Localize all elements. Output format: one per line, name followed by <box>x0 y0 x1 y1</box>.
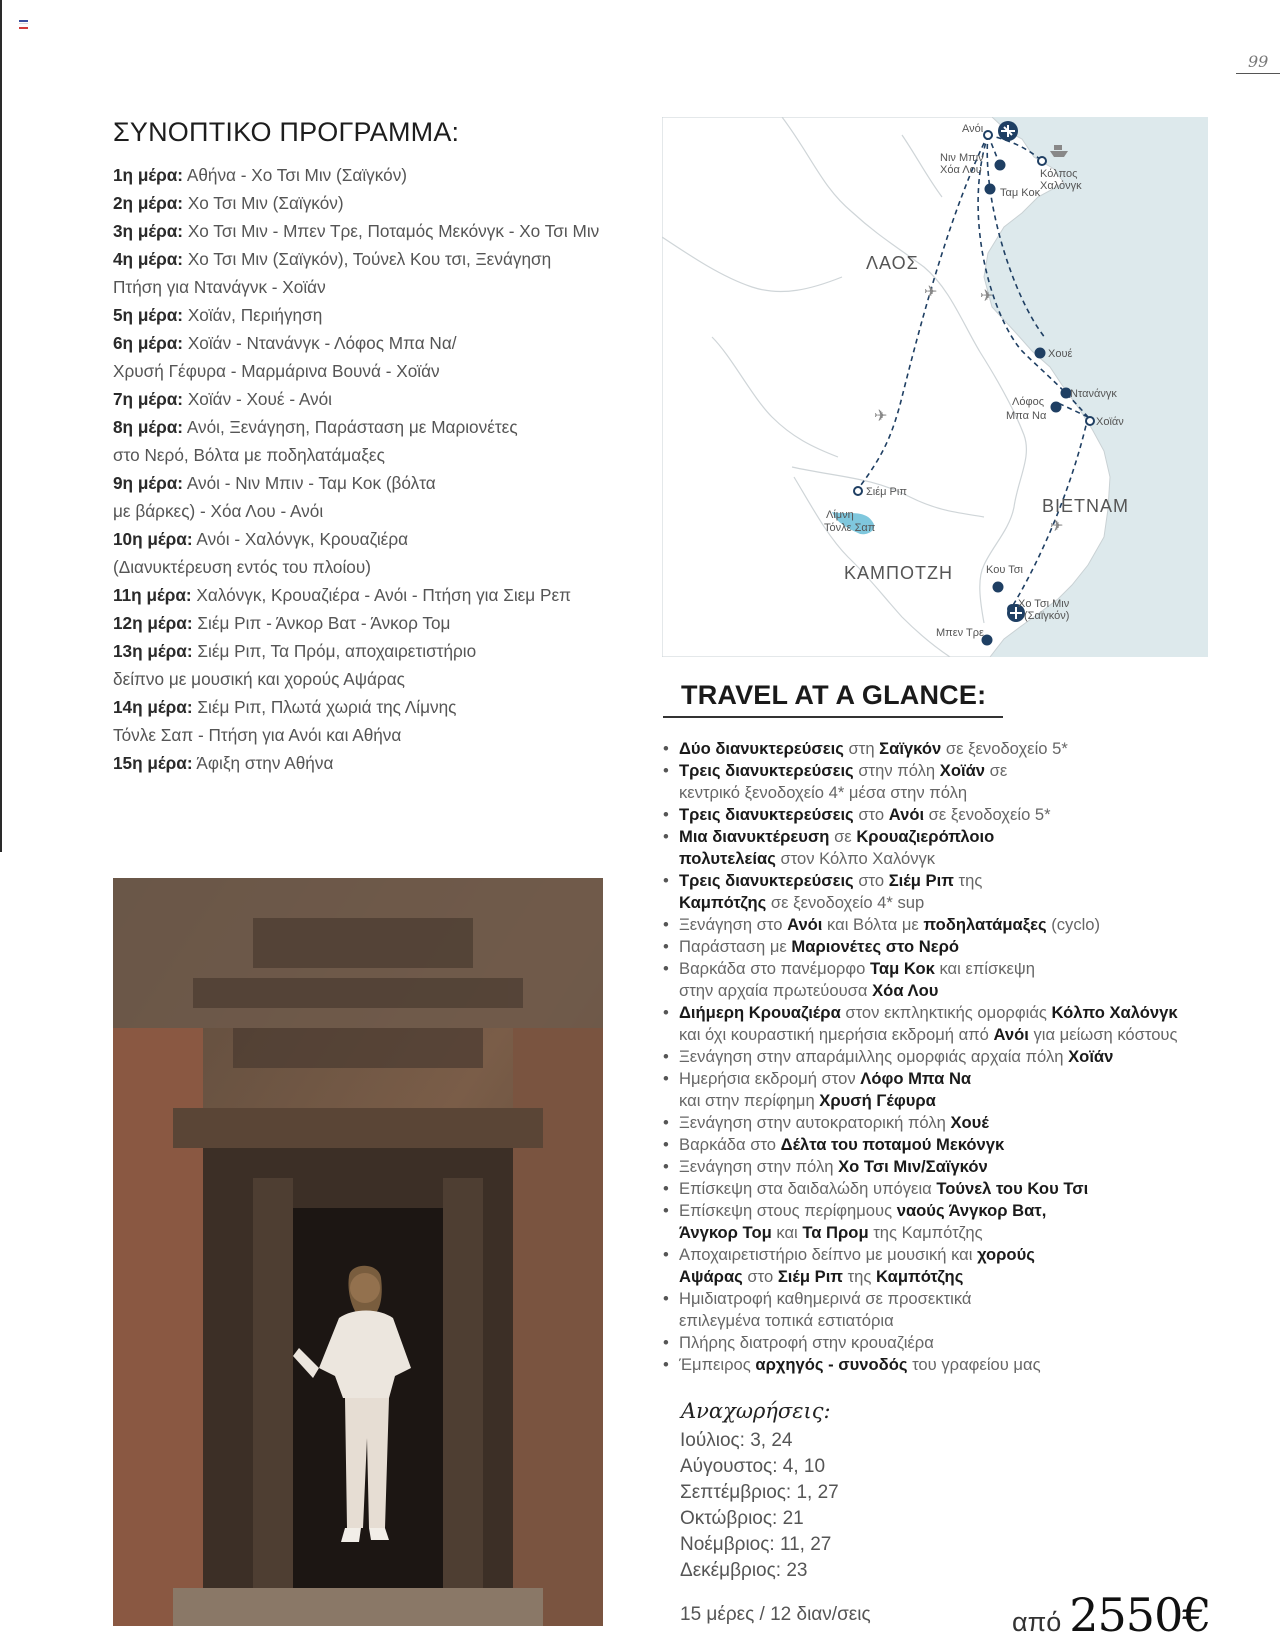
map-place-label: Χουέ <box>1048 348 1073 360</box>
program-day-line <box>113 441 633 469</box>
program-day-text: Σιέμ Ριπ, Πλωτά χωριά της Λίμνης <box>197 697 457 717</box>
highlight-line <box>679 804 1223 826</box>
program-day-line <box>113 273 633 301</box>
highlight-text: και στην περίφημη <box>679 1091 820 1110</box>
highlight-text: στη <box>843 739 880 758</box>
map-place-label: Λόφος <box>1012 396 1045 408</box>
svg-text:✈: ✈ <box>924 282 938 301</box>
highlight-line <box>679 1112 1223 1134</box>
highlight-line <box>679 1178 1223 1200</box>
program-day-line <box>113 357 633 385</box>
program-day-label: 12η μέρα: <box>113 613 193 633</box>
program-day-label: 13η μέρα: <box>113 641 193 661</box>
highlight-emphasis: ναούς Άνγκορ Βατ, <box>896 1201 1047 1220</box>
map-place-label: Νιν Μπιν <box>940 152 984 164</box>
program-day-list <box>113 161 633 777</box>
highlight-line <box>679 1332 1223 1354</box>
program-day-text: Χο Τσι Μιν (Σαϊγκόν), Τούνελ Κου τσι, Ξενάγηση <box>187 249 552 269</box>
highlight-emphasis: Ανόι <box>888 805 925 824</box>
program-day-label: 3η μέρα: <box>113 221 184 241</box>
highlight-line <box>679 738 1223 760</box>
highlight-emphasis: Δέλτα του ποταμού Μεκόνγκ <box>780 1135 1005 1154</box>
highlight-text: Ημερήσια εκδρομή στον <box>679 1069 861 1088</box>
highlight-item <box>663 936 1223 958</box>
bullet-icon: • <box>663 1003 669 1022</box>
highlight-emphasis: Άνγκορ Τομ <box>679 1223 772 1242</box>
highlight-emphasis: Τούνελ του Κου Τσι <box>936 1179 1089 1198</box>
bullet-icon: • <box>663 761 669 780</box>
highlight-line <box>679 936 1223 958</box>
svg-text:✈: ✈ <box>1050 516 1064 535</box>
highlight-item <box>663 1068 1223 1112</box>
program-day-line <box>113 329 633 357</box>
highlight-text: της Καμπότζης <box>868 1223 983 1242</box>
highlight-emphasis: Σαϊγκόν <box>879 739 942 758</box>
map-place-label: Χοϊάν <box>1096 416 1124 428</box>
map-place-label: Κόλπος <box>1040 168 1078 180</box>
program-day-label: 10η μέρα: <box>113 529 193 549</box>
map-country-label: ΚΑΜΠΟΤΖΗ <box>844 563 953 583</box>
program-day-line <box>113 189 633 217</box>
highlight-emphasis: Καμπότζης <box>876 1267 964 1286</box>
highlight-line <box>679 980 1223 1002</box>
program-day-text: Χρυσή Γέφυρα - Μαρμάρινα Βουνά - Χοϊάν <box>113 361 440 381</box>
bullet-icon: • <box>663 1333 669 1352</box>
highlight-text: Βαρκάδα στο πανέμορφο <box>679 959 870 978</box>
highlight-emphasis: Αψάρας <box>679 1267 743 1286</box>
highlight-emphasis: χορούς <box>977 1245 1035 1264</box>
departure-item: Σεπτέμβριος: 1, 27 <box>680 1482 839 1503</box>
program-day-label: 8η μέρα: <box>113 417 184 437</box>
program-day-text: Χοϊάν - Ντανάνγκ - Λόφος Μπα Να/ <box>187 333 457 353</box>
highlight-item <box>663 1156 1223 1178</box>
highlight-item <box>663 1288 1223 1332</box>
highlight-emphasis: Ανόι <box>787 915 823 934</box>
highlight-emphasis: Καμπότζης <box>679 893 767 912</box>
highlight-text: στο <box>853 871 889 890</box>
svg-text:✈: ✈ <box>980 286 994 305</box>
departure-item: Αύγουστος: 4, 10 <box>680 1456 826 1477</box>
program-day-line <box>113 245 633 273</box>
highlight-emphasis: Διήμερη Κρουαζιέρα <box>679 1003 841 1022</box>
program-day-text: με βάρκες) - Χόα Λου - Ανόι <box>113 501 324 521</box>
highlight-item <box>663 760 1223 804</box>
program-day-text: Σιέμ Ριπ - Άνκορ Βατ - Άνκορ Τομ <box>197 613 451 633</box>
highlight-item <box>663 1244 1223 1288</box>
highlight-line <box>679 1244 1223 1266</box>
highlight-item <box>663 1002 1223 1046</box>
highlight-line <box>679 1002 1223 1024</box>
program-day-line <box>113 413 633 441</box>
program-day-text: (Διανυκτέρευση εντός του πλοίου) <box>113 557 371 577</box>
highlight-text: και επίσκεψη <box>934 959 1035 978</box>
highlight-text: στον εκπληκτικής ομορφιάς <box>840 1003 1052 1022</box>
highlight-emphasis: Χο Τσι Μιν/Σαϊγκόν <box>838 1157 988 1176</box>
highlight-emphasis: πολυτελείας <box>679 849 776 868</box>
highlight-text: και όχι κουραστική ημερήσια εκδρομή από <box>679 1025 994 1044</box>
program-day-label: 6η μέρα: <box>113 333 184 353</box>
program-day-label: 7η μέρα: <box>113 389 184 409</box>
route-map <box>662 117 1208 657</box>
program-day-line <box>113 301 633 329</box>
highlight-line <box>679 1310 1223 1332</box>
program-day-text: Αθήνα - Χο Τσι Μιν (Σαϊγκόν) <box>186 165 408 185</box>
highlight-emphasis: Ανόι <box>993 1025 1029 1044</box>
highlight-item <box>663 1046 1223 1068</box>
program-day-line <box>113 749 633 777</box>
highlight-emphasis: Τα Προμ <box>802 1223 869 1242</box>
highlight-text: (cyclo) <box>1046 915 1101 934</box>
departure-item: Ιούλιος: 3, 24 <box>680 1430 793 1451</box>
trip-duration: 15 μέρες / 12 διαν/σεις <box>680 1604 871 1625</box>
map-place-label: Ντανάνγκ <box>1070 388 1117 400</box>
program-title: ΣΥΝΟΠΤΙΚΟ ΠΡΟΓΡΑΜΜΑ: <box>113 117 460 147</box>
highlight-item <box>663 1200 1223 1244</box>
highlight-text: Πλήρης διατροφή στην κρουαζιέρα <box>679 1333 934 1352</box>
bullet-icon: • <box>663 1355 669 1374</box>
highlight-item <box>663 804 1223 826</box>
program-day-text: Ανόι, Ξενάγηση, Παράσταση με Μαριονέτες <box>186 417 518 437</box>
highlight-text: Αποχαιρετιστήριο δείπνο με μουσική και <box>679 1245 978 1264</box>
highlight-emphasis: Τρεις διανυκτερεύσεις <box>679 761 854 780</box>
left-edge-rule <box>0 0 2 852</box>
travel-at-a-glance-title: TRAVEL AT A GLANCE: <box>681 680 987 710</box>
page-number-rule <box>1236 73 1280 74</box>
temple-photo <box>113 878 603 1626</box>
highlight-text: σε ξενοδοχείο 4* sup <box>766 893 925 912</box>
program-day-line <box>113 161 633 189</box>
bullet-icon: • <box>663 915 669 934</box>
highlight-emphasis: Χοϊάν <box>1068 1047 1114 1066</box>
highlight-item <box>663 826 1223 870</box>
highlights-list <box>663 738 1223 1376</box>
program-day-label: 4η μέρα: <box>113 249 184 269</box>
highlight-line <box>679 1354 1223 1376</box>
highlight-line <box>679 892 1223 914</box>
map-place-label: Κου Τσι <box>986 564 1023 576</box>
highlight-emphasis: Λόφο Μπα Να <box>860 1069 972 1088</box>
highlight-line <box>679 760 1223 782</box>
program-day-line <box>113 217 633 245</box>
highlight-line <box>679 826 1223 848</box>
program-day-label: 2η μέρα: <box>113 193 184 213</box>
bullet-icon: • <box>663 1069 669 1088</box>
program-day-text: Ανόι - Χαλόνγκ, Κρουαζιέρα <box>196 529 409 549</box>
highlight-text: Ξενάγηση στο <box>679 915 788 934</box>
program-day-text: στο Νερό, Βόλτα με ποδηλατάμαξες <box>113 445 385 465</box>
program-day-label: 1η μέρα: <box>113 165 184 185</box>
price-value: 2550€ <box>1069 1588 1211 1642</box>
bullet-icon: • <box>663 1201 669 1220</box>
bullet-icon: • <box>663 1289 669 1308</box>
highlight-text: για μείωση κόστους <box>1028 1025 1178 1044</box>
map-country-label: ΒΙΕΤΝΑΜ <box>1042 496 1130 516</box>
departure-item: Δεκέμβριος: 23 <box>680 1560 808 1581</box>
highlight-text: Ξενάγηση στην πόλη <box>679 1157 839 1176</box>
program-day-text: Πτήση για Ντανάγνκ - Χοϊάν <box>113 277 326 297</box>
program-day-line <box>113 553 633 581</box>
program-day-text: δείπνο με μουσική και χορούς Αψάρας <box>113 669 405 689</box>
departure-item: Νοέμβριος: 11, 27 <box>680 1534 832 1555</box>
highlight-text: της <box>843 1267 877 1286</box>
map-place-label: Ανόι <box>962 123 984 135</box>
highlight-text: και Βόλτα με <box>822 915 924 934</box>
map-place-label: Λίμνη <box>826 509 854 521</box>
bullet-icon: • <box>663 1113 669 1132</box>
highlight-text: επιλεγμένα τοπικά εστιατόρια <box>679 1311 894 1330</box>
highlight-line <box>679 1068 1223 1090</box>
map-place-label: Χόα Λου <box>940 164 982 176</box>
highlight-line <box>679 870 1223 892</box>
highlight-text: σε ξενοδοχείο 5* <box>924 805 1051 824</box>
program-day-line <box>113 385 633 413</box>
program-day-line <box>113 637 633 665</box>
highlight-text: σε ξενοδοχείο 5* <box>941 739 1068 758</box>
bullet-icon: • <box>663 1135 669 1154</box>
map-place-label: Μπεν Τρε <box>936 627 984 639</box>
highlight-item <box>663 870 1223 914</box>
program-day-text: Τόνλε Σαπ - Πτήση για Ανόι και Αθήνα <box>113 725 402 745</box>
highlight-emphasis: Κρουαζιερόπλοιο <box>856 827 995 846</box>
bullet-icon: • <box>663 1047 669 1066</box>
program-day-line <box>113 469 633 497</box>
highlight-text: και <box>771 1223 803 1242</box>
map-place-label: (Σαϊγκόν) <box>1024 610 1070 622</box>
program-day-text: Χο Τσι Μιν - Μπεν Τρε, Ποταμός Μεκόνγκ - Χο Τσι Μιν <box>187 221 600 241</box>
map-place-label: Χο Τσι Μιν <box>1018 598 1070 610</box>
highlight-item <box>663 1354 1223 1376</box>
bullet-icon: • <box>663 1245 669 1264</box>
highlight-emphasis: Χόα Λου <box>872 981 939 1000</box>
highlight-text: Επίσκεψη στα δαιδαλώδη υπόγεια <box>679 1179 937 1198</box>
highlight-line <box>679 1222 1223 1244</box>
bullet-icon: • <box>663 805 669 824</box>
highlight-text: Παράσταση με <box>679 937 792 956</box>
highlight-item <box>663 738 1223 760</box>
program-day-line <box>113 525 633 553</box>
highlight-emphasis: Μαριονέτες στο Νερό <box>791 937 959 956</box>
highlight-line <box>679 1200 1223 1222</box>
highlight-text: στην αρχαία πρωτεύουσα <box>679 981 873 1000</box>
highlight-text: Ξενάγηση στην απαράμιλλης ομορφιάς αρχαία πόλη <box>679 1047 1069 1066</box>
highlight-emphasis: Χρυσή Γέφυρα <box>819 1091 936 1110</box>
program-day-line <box>113 609 633 637</box>
highlight-line <box>679 848 1223 870</box>
bullet-icon: • <box>663 959 669 978</box>
bullet-icon: • <box>663 1157 669 1176</box>
program-day-text: Ανόι - Νιν Μπιν - Ταμ Κοκ (βόλτα <box>186 473 436 493</box>
program-day-label: 14η μέρα: <box>113 697 193 717</box>
highlight-text: Ημιδιατροφή καθημερινά σε προσεκτικά <box>679 1289 972 1308</box>
departures-list <box>680 1428 839 1584</box>
departure-item: Οκτώβριος: 21 <box>680 1508 804 1529</box>
highlight-text: στον Κόλπο Χαλόνγκ <box>775 849 936 868</box>
bullet-icon: • <box>663 827 669 846</box>
highlight-line <box>679 782 1223 804</box>
map-country-label: ΛΑΟΣ <box>866 253 919 273</box>
bullet-icon: • <box>663 739 669 758</box>
bullet-icon: • <box>663 1179 669 1198</box>
highlight-item <box>663 958 1223 1002</box>
highlight-emphasis: Δύο διανυκτερεύσεις <box>679 739 844 758</box>
page-number: 99 <box>1248 52 1269 71</box>
flag-icon <box>19 20 28 28</box>
program-day-label: 11η μέρα: <box>113 585 192 605</box>
highlight-line <box>679 1046 1223 1068</box>
highlight-line <box>679 1134 1223 1156</box>
highlight-emphasis: Ταμ Κοκ <box>869 959 935 978</box>
highlight-text: κεντρικό ξενοδοχείο 4* μέσα στην πόλη <box>679 783 968 802</box>
program-day-text: Χοϊάν - Χουέ - Ανόι <box>187 389 332 409</box>
highlight-emphasis: Κόλπο Χαλόνγκ <box>1051 1003 1178 1022</box>
highlight-text: Βαρκάδα στο <box>679 1135 781 1154</box>
highlight-text: στο <box>853 805 889 824</box>
program-day-text: Χοϊάν, Περιήγηση <box>187 305 323 325</box>
map-place-label: Σιέμ Ριπ <box>866 486 907 498</box>
highlight-item <box>663 1112 1223 1134</box>
highlight-line <box>679 1156 1223 1178</box>
program-day-label: 5η μέρα: <box>113 305 184 325</box>
highlight-text: στο <box>742 1267 778 1286</box>
program-day-line <box>113 497 633 525</box>
program-day-label: 9η μέρα: <box>113 473 184 493</box>
departures-title: Αναχωρήσεις: <box>681 1399 831 1423</box>
price-prefix: από <box>1012 1607 1062 1637</box>
highlight-item <box>663 1134 1223 1156</box>
highlight-emphasis: Χοϊάν <box>939 761 985 780</box>
bullet-icon: • <box>663 871 669 890</box>
highlight-text: της <box>953 871 983 890</box>
highlight-text: Ξενάγηση στην αυτοκρατορική πόλη <box>679 1113 951 1132</box>
highlight-emphasis: Τρεις διανυκτερεύσεις <box>679 871 854 890</box>
program-day-text: Χο Τσι Μιν (Σαϊγκόν) <box>187 193 344 213</box>
program-day-text: Άφιξη στην Αθήνα <box>196 753 334 773</box>
price-block <box>1012 1588 1211 1642</box>
map-place-label: Τόνλε Σαπ <box>824 522 876 534</box>
program-day-line <box>113 693 633 721</box>
map-place-label: Μπα Να <box>1006 410 1047 422</box>
bullet-icon: • <box>663 937 669 956</box>
program-day-line <box>113 721 633 749</box>
program-day-text: Σιέμ Ριπ, Τα Πρόμ, αποχαιρετιστήριο <box>197 641 477 661</box>
highlight-line <box>679 958 1223 980</box>
highlight-emphasis: ποδηλατάμαξες <box>923 915 1047 934</box>
map-place-label: Ταμ Κοκ <box>1000 187 1041 199</box>
highlight-text: σε <box>985 761 1008 780</box>
highlight-text: σε <box>829 827 857 846</box>
program-day-label: 15η μέρα: <box>113 753 193 773</box>
highlight-emphasis: αρχηγός - συνοδός <box>755 1355 908 1374</box>
highlight-text: στην πόλη <box>853 761 940 780</box>
highlight-item <box>663 914 1223 936</box>
highlight-item <box>663 1332 1223 1354</box>
program-day-line <box>113 665 633 693</box>
glance-title-rule <box>663 716 1003 718</box>
highlight-line <box>679 914 1223 936</box>
highlight-text: Επίσκεψη στους περίφημους <box>679 1201 897 1220</box>
highlight-line <box>679 1288 1223 1310</box>
highlight-line <box>679 1024 1223 1046</box>
highlight-emphasis: Μια διανυκτέρευση <box>679 827 830 846</box>
highlight-emphasis: Σιέμ Ριπ <box>777 1267 844 1286</box>
highlight-emphasis: Σιέμ Ριπ <box>888 871 954 890</box>
highlight-line <box>679 1266 1223 1288</box>
map-place-label: Χαλόνγκ <box>1040 180 1082 192</box>
highlight-text: Έμπειρος <box>679 1355 756 1374</box>
svg-text:✈: ✈ <box>874 406 888 425</box>
highlight-emphasis: Τρεις διανυκτερεύσεις <box>679 805 854 824</box>
program-day-line <box>113 581 633 609</box>
program-day-text: Χαλόνγκ, Κρουαζιέρα - Ανόι - Πτήση για Σιεμ Ρεπ <box>196 585 571 605</box>
highlight-line <box>679 1090 1223 1112</box>
highlight-emphasis: Χουέ <box>950 1113 989 1132</box>
highlight-text: του γραφείου μας <box>907 1355 1041 1374</box>
highlight-item <box>663 1178 1223 1200</box>
